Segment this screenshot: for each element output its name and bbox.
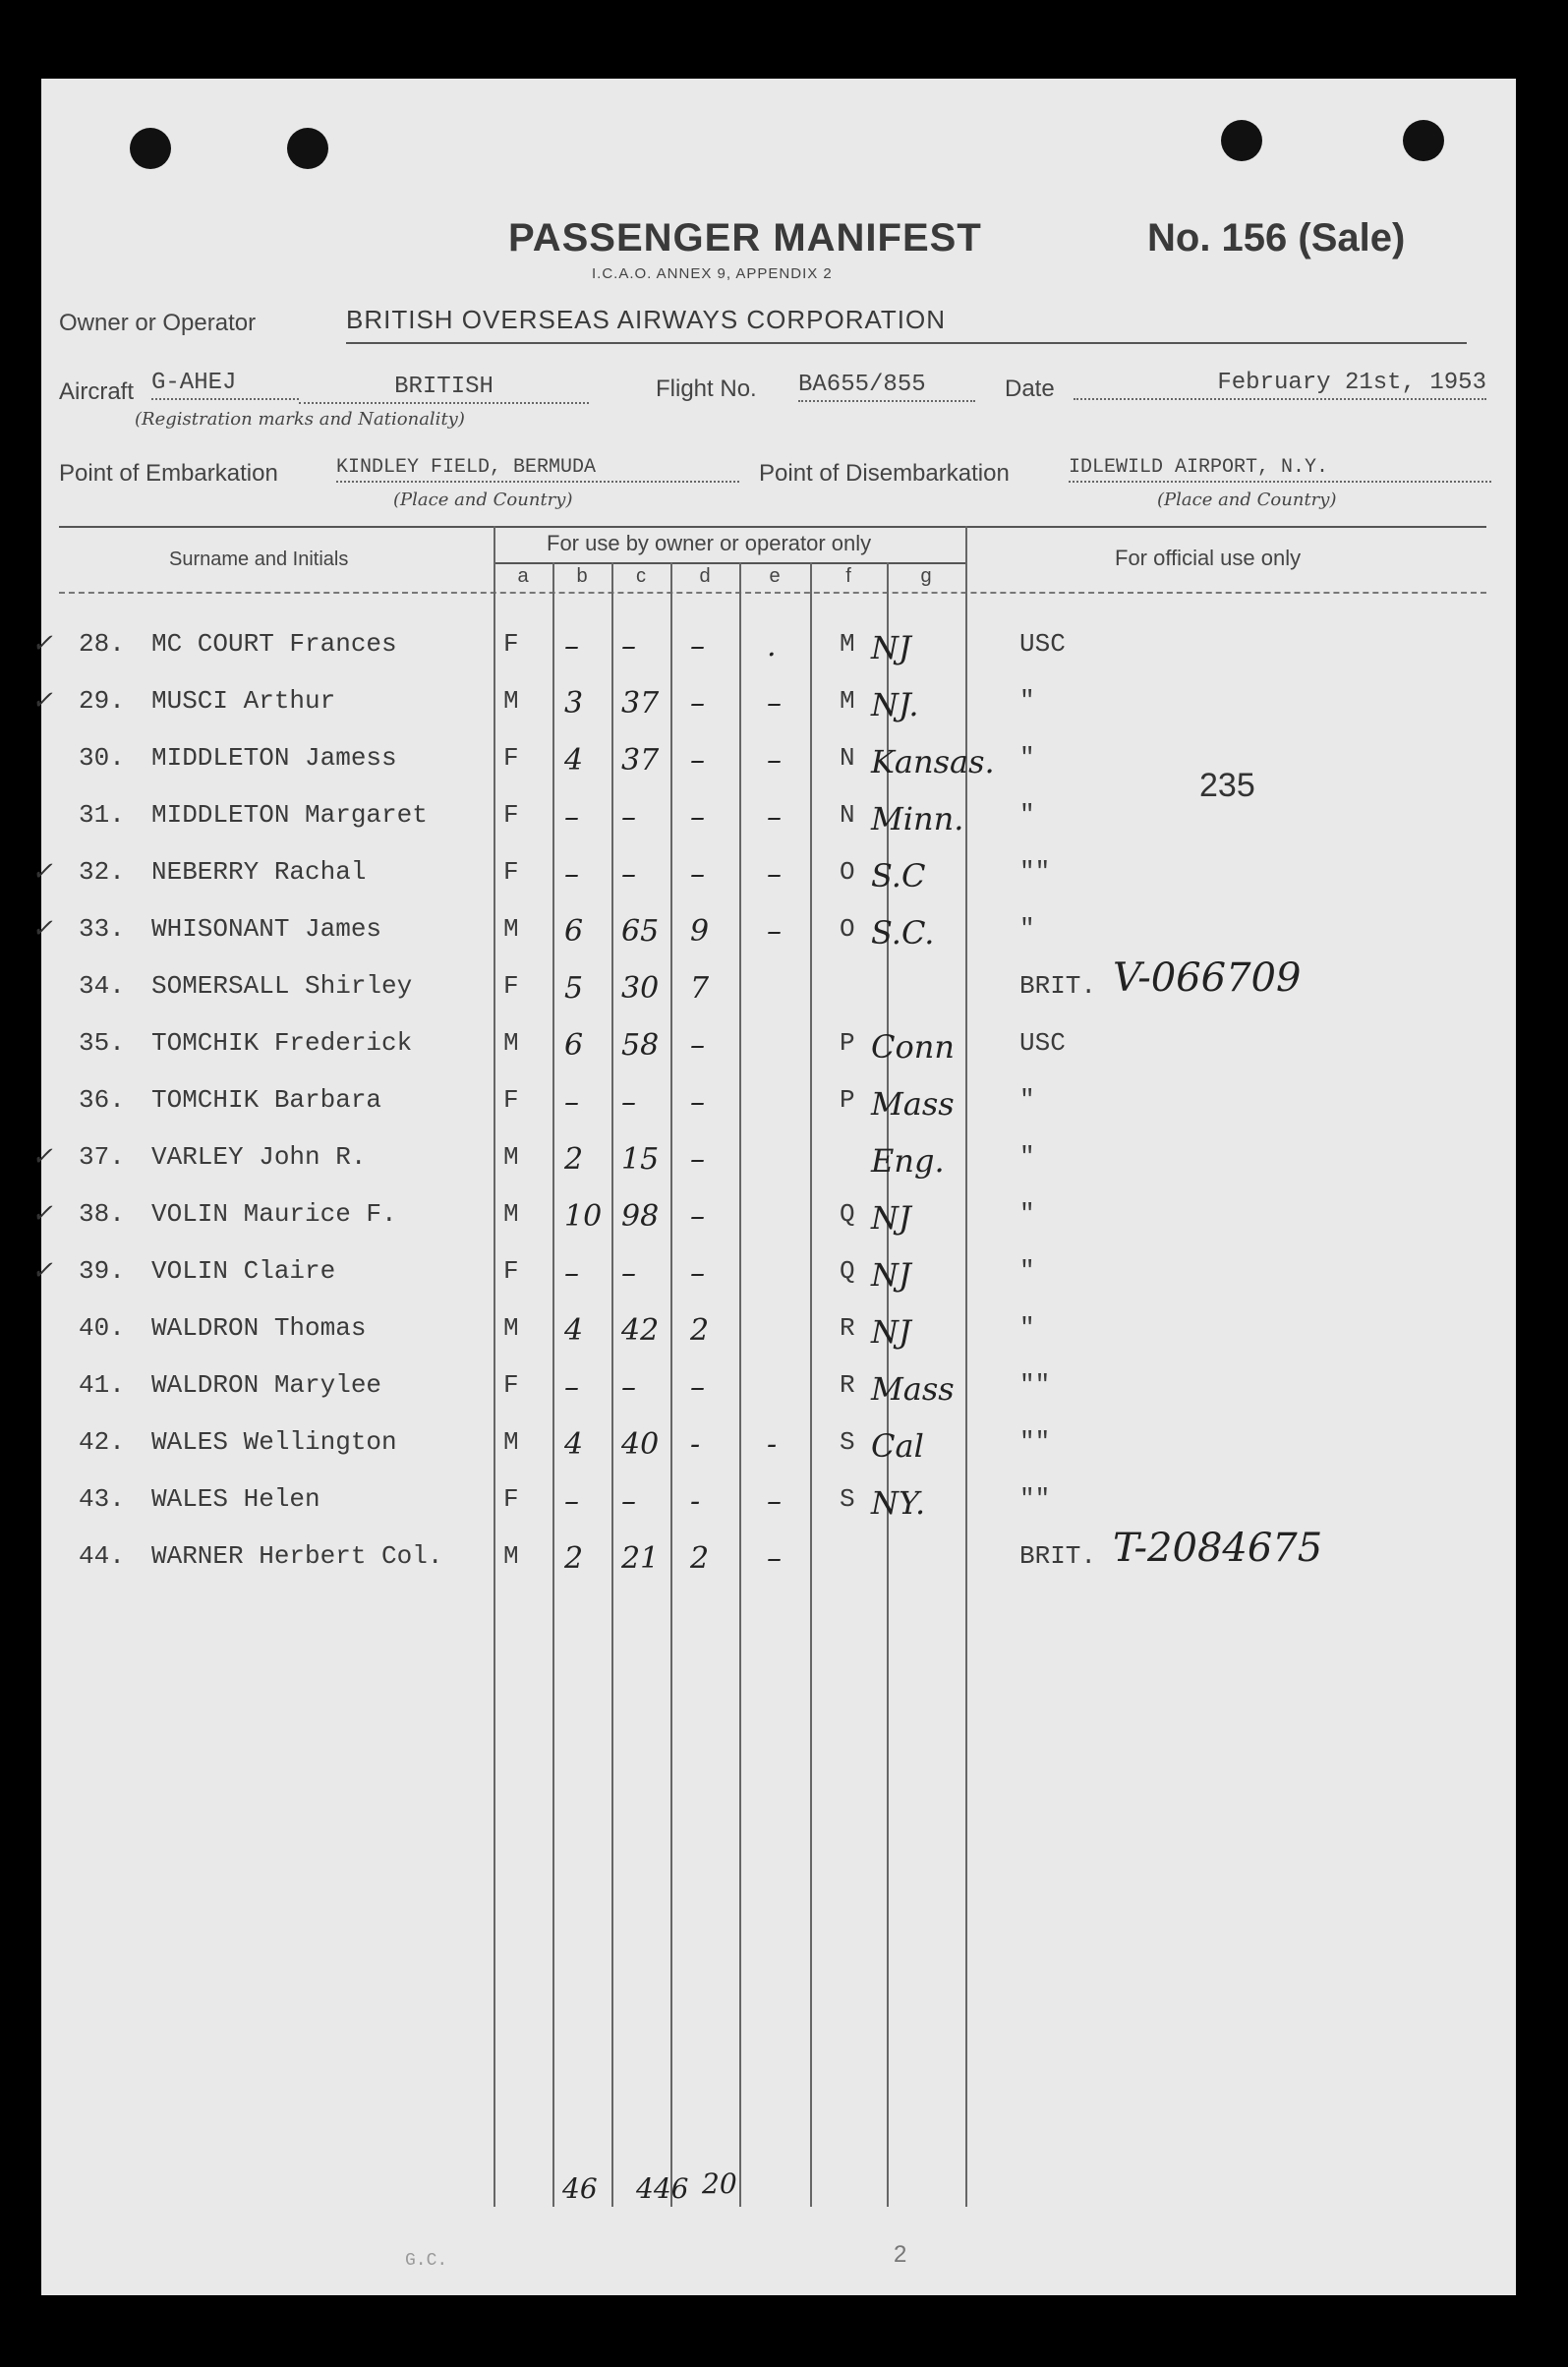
- row-number: 34.: [79, 971, 125, 1001]
- table-row: [31, 1142, 1516, 1199]
- official-use-value: ": [1019, 1085, 1035, 1115]
- col-g-state: NJ.: [871, 686, 919, 723]
- table-row: [31, 686, 1516, 743]
- official-hand-note: V-066709: [1113, 955, 1302, 1001]
- col-c-value: –: [621, 1085, 636, 1120]
- col-c-value: 15: [621, 1142, 660, 1177]
- col-g-state: S.C: [871, 857, 926, 895]
- col-d-value: –: [690, 1199, 705, 1234]
- official-use-value: USC: [1019, 629, 1066, 659]
- col-b-value: 6: [564, 914, 584, 949]
- col-e-value: –: [767, 914, 782, 949]
- col-f-value: S: [840, 1427, 855, 1457]
- col-header-f: f: [845, 565, 851, 587]
- passenger-name: VARLEY John R.: [151, 1142, 367, 1172]
- disembarkation-value: IDLEWILD AIRPORT, N.Y.: [1069, 456, 1491, 483]
- col-b-value: 6: [564, 1028, 584, 1063]
- col-d-value: 7: [690, 971, 710, 1006]
- col-a-sex: F: [503, 800, 519, 830]
- col-g-state: S.C.: [871, 914, 935, 952]
- col-a-sex: M: [503, 1199, 519, 1229]
- col-c-value: 98: [621, 1199, 660, 1234]
- table-row: [41, 1526, 1516, 1598]
- col-b-value: –: [564, 1484, 579, 1519]
- col-d-value: –: [690, 1142, 705, 1177]
- col-c-value: 42: [621, 1313, 660, 1348]
- passenger-name: SOMERSALL Shirley: [151, 971, 413, 1001]
- side-note-235: 235: [1199, 767, 1255, 804]
- owner-use-header: For use by owner or operator only: [547, 531, 872, 555]
- col-f-value: O: [840, 914, 855, 944]
- col-g-state: NJ: [871, 1199, 911, 1237]
- row-number: 37.: [79, 1142, 125, 1172]
- col-a-sex: M: [503, 914, 519, 944]
- col-g-state: Cal: [871, 1427, 924, 1465]
- col-header-a: a: [517, 565, 529, 587]
- col-e-value: –: [767, 800, 782, 835]
- row-number: 32.: [79, 857, 125, 887]
- col-e-value: –: [767, 686, 782, 721]
- col-c-value: –: [621, 629, 636, 664]
- passenger-name: MIDDLETON Jamess: [151, 743, 397, 773]
- col-a-sex: M: [503, 1427, 519, 1457]
- col-g-state: Minn.: [871, 800, 964, 837]
- col-d-value: -: [690, 1484, 701, 1519]
- official-use-value: ": [1019, 1142, 1035, 1172]
- row-number: 44.: [79, 1541, 125, 1571]
- col-g-state: Eng.: [871, 1142, 945, 1180]
- punch-hole-left-2: [287, 128, 328, 169]
- row-number: 42.: [79, 1427, 125, 1457]
- table-row: [31, 1256, 1516, 1313]
- surname-header: Surname and Initials: [169, 548, 349, 570]
- row-tick: ✓: [31, 1256, 53, 1286]
- row-number: 43.: [79, 1484, 125, 1514]
- aircraft-registration: G-AHEJ: [151, 370, 299, 400]
- official-use-value: USC: [1019, 1028, 1066, 1058]
- col-a-sex: M: [503, 686, 519, 716]
- col-a-sex: M: [503, 1028, 519, 1058]
- passenger-name: MC COURT Frances: [151, 629, 397, 659]
- col-a-sex: M: [503, 1541, 519, 1571]
- row-tick: ✓: [31, 686, 53, 716]
- passenger-name: VOLIN Maurice F.: [151, 1199, 397, 1229]
- punch-hole-right-2: [1403, 120, 1444, 161]
- passenger-name: MIDDLETON Margaret: [151, 800, 428, 830]
- col-d-value: –: [690, 629, 705, 664]
- flight-value: BA655/855: [798, 372, 975, 402]
- row-number: 36.: [79, 1085, 125, 1115]
- col-a-sex: F: [503, 629, 519, 659]
- col-b-value: –: [564, 1256, 579, 1291]
- row-tick: ✓: [31, 857, 53, 887]
- owner-label: Owner or Operator: [59, 310, 257, 336]
- embarkation-value: KINDLEY FIELD, BERMUDA: [336, 456, 739, 483]
- row-number: 40.: [79, 1313, 125, 1343]
- col-c-value: –: [621, 857, 636, 892]
- col-g-state: NY.: [871, 1484, 926, 1522]
- official-use-value: ": [1019, 1256, 1035, 1286]
- row-number: 35.: [79, 1028, 125, 1058]
- table-top-rule: [59, 526, 1486, 528]
- col-a-sex: F: [503, 1256, 519, 1286]
- col-f-value: N: [840, 743, 855, 773]
- manifest-sheet: [31, 79, 1516, 2295]
- col-f-value: S: [840, 1484, 855, 1514]
- official-use-value: "": [1019, 1484, 1051, 1514]
- col-a-sex: M: [503, 1313, 519, 1343]
- col-e-value: –: [767, 743, 782, 778]
- official-use-value: ": [1019, 743, 1035, 773]
- col-a-sex: F: [503, 743, 519, 773]
- col-d-value: –: [690, 686, 705, 721]
- passenger-name: WALDRON Thomas: [151, 1313, 367, 1343]
- col-b-value: 2: [564, 1142, 584, 1177]
- col-g-state: NJ: [871, 629, 911, 666]
- col-a-sex: M: [503, 1142, 519, 1172]
- row-number: 28.: [79, 629, 125, 659]
- col-g-state: NJ: [871, 1256, 911, 1294]
- table-subheader-rule: [494, 562, 965, 564]
- col-d-value: –: [690, 1370, 705, 1405]
- aircraft-note: (Registration marks and Nationality): [135, 409, 465, 430]
- table-row: [41, 1028, 1516, 1085]
- col-c-value: –: [621, 800, 636, 835]
- col-f-value: N: [840, 800, 855, 830]
- col-f-value: O: [840, 857, 855, 887]
- passenger-name: MUSCI Arthur: [151, 686, 336, 716]
- passenger-name: WALES Helen: [151, 1484, 320, 1514]
- col-g-state: NJ: [871, 1313, 911, 1351]
- col-b-value: 4: [564, 1427, 584, 1462]
- embarkation-note: (Place and Country): [393, 490, 573, 510]
- official-use-value: ": [1019, 1313, 1035, 1343]
- col-b-value: 4: [564, 1313, 584, 1348]
- row-tick: ✓: [31, 1199, 53, 1229]
- col-header-b: b: [576, 565, 588, 587]
- col-b-value: –: [564, 629, 579, 664]
- col-header-d: d: [699, 565, 711, 587]
- col-e-value: –: [767, 1484, 782, 1519]
- col-f-value: P: [840, 1085, 855, 1115]
- disembarkation-note: (Place and Country): [1157, 490, 1337, 510]
- row-number: 33.: [79, 914, 125, 944]
- official-use-value: BRIT.: [1019, 1541, 1097, 1571]
- table-row: [41, 1427, 1516, 1484]
- official-hand-note: T-2084675: [1113, 1526, 1323, 1571]
- col-header-g: g: [920, 565, 932, 587]
- official-use-header: For official use only: [1115, 546, 1302, 570]
- table-row: [31, 629, 1516, 686]
- row-tick: ✓: [31, 629, 53, 659]
- table-row: [31, 1199, 1516, 1256]
- col-d-value: –: [690, 1028, 705, 1063]
- table-row: [41, 743, 1516, 800]
- official-use-value: ": [1019, 800, 1035, 830]
- col-b-value: 10: [564, 1199, 603, 1234]
- col-e-value: .: [767, 629, 777, 664]
- official-use-value: ": [1019, 914, 1035, 944]
- passenger-name: WHISONANT James: [151, 914, 382, 944]
- col-a-sex: F: [503, 971, 519, 1001]
- col-b-value: 3: [564, 686, 584, 721]
- date-label: Date: [1005, 375, 1055, 402]
- col-g-state: Mass: [871, 1085, 955, 1123]
- date-value: February 21st, 1953: [1074, 370, 1486, 400]
- col-f-value: P: [840, 1028, 855, 1058]
- col-f-value: M: [840, 629, 855, 659]
- col-f-value: R: [840, 1370, 855, 1400]
- row-number: 29.: [79, 686, 125, 716]
- col-d-value: –: [690, 1256, 705, 1291]
- col-b-value: –: [564, 857, 579, 892]
- col-c-value: 37: [621, 686, 660, 721]
- col-f-value: Q: [840, 1199, 855, 1229]
- table-row: [41, 1085, 1516, 1142]
- col-header-e: e: [769, 565, 781, 587]
- passenger-name: TOMCHIK Barbara: [151, 1085, 382, 1115]
- col-f-value: Q: [840, 1256, 855, 1286]
- col-e-value: -: [767, 1427, 778, 1462]
- footer-page: 2: [894, 2241, 907, 2268]
- col-b-value: –: [564, 1370, 579, 1405]
- row-number: 39.: [79, 1256, 125, 1286]
- passenger-name: WARNER Herbert Col.: [151, 1541, 443, 1571]
- col-d-value: 9: [690, 914, 710, 949]
- punch-hole-left-1: [130, 128, 171, 169]
- table-row: [41, 1370, 1516, 1427]
- table-row: [41, 955, 1516, 1028]
- col-c-value: –: [621, 1256, 636, 1291]
- col-a-sex: F: [503, 1085, 519, 1115]
- passenger-name: VOLIN Claire: [151, 1256, 336, 1286]
- manifest-number: No. 156 (Sale): [1147, 216, 1406, 260]
- passenger-name: WALDRON Marylee: [151, 1370, 382, 1400]
- col-c-value: –: [621, 1484, 636, 1519]
- row-number: 38.: [79, 1199, 125, 1229]
- col-f-value: M: [840, 686, 855, 716]
- total-d: 20: [702, 2167, 737, 2200]
- total-c: 446: [636, 2172, 689, 2205]
- table-header-rule: [59, 592, 1486, 594]
- col-header-c: c: [636, 565, 646, 587]
- manifest-subtitle: I.C.A.O. ANNEX 9, APPENDIX 2: [592, 265, 833, 282]
- manifest-title: PASSENGER MANIFEST: [508, 216, 982, 260]
- embarkation-label: Point of Embarkation: [59, 460, 278, 487]
- table-row: [31, 857, 1516, 914]
- col-d-value: 2: [690, 1313, 710, 1348]
- row-number: 31.: [79, 800, 125, 830]
- col-b-value: 5: [564, 971, 584, 1006]
- col-b-value: –: [564, 800, 579, 835]
- total-b: 46: [562, 2172, 598, 2205]
- col-a-sex: F: [503, 1370, 519, 1400]
- col-a-sex: F: [503, 857, 519, 887]
- col-c-value: 21: [621, 1541, 660, 1576]
- col-d-value: -: [690, 1427, 701, 1462]
- col-b-value: –: [564, 1085, 579, 1120]
- col-e-value: –: [767, 857, 782, 892]
- col-b-value: 2: [564, 1541, 584, 1576]
- table-row: [41, 1313, 1516, 1370]
- disembarkation-label: Point of Disembarkation: [759, 460, 1010, 487]
- col-c-value: 30: [621, 971, 660, 1006]
- row-number: 41.: [79, 1370, 125, 1400]
- aircraft-nationality: BRITISH: [299, 374, 589, 404]
- official-use-value: "": [1019, 1370, 1051, 1400]
- punch-hole-right-1: [1221, 120, 1262, 161]
- col-d-value: –: [690, 1085, 705, 1120]
- aircraft-label: Aircraft: [59, 378, 135, 405]
- footer-left: G.C.: [405, 2251, 448, 2271]
- official-use-value: "": [1019, 1427, 1051, 1457]
- row-tick: ✓: [31, 1142, 53, 1172]
- col-d-value: 2: [690, 1541, 710, 1576]
- official-use-value: "": [1019, 857, 1051, 887]
- col-c-value: 37: [621, 743, 660, 778]
- passenger-name: WALES Wellington: [151, 1427, 397, 1457]
- col-c-value: 40: [621, 1427, 660, 1462]
- col-c-value: 58: [621, 1028, 660, 1063]
- row-number: 30.: [79, 743, 125, 773]
- col-f-value: R: [840, 1313, 855, 1343]
- col-c-value: –: [621, 1370, 636, 1405]
- col-d-value: –: [690, 743, 705, 778]
- row-tick: ✓: [31, 914, 53, 944]
- official-use-value: BRIT.: [1019, 971, 1097, 1001]
- col-d-value: –: [690, 800, 705, 835]
- col-g-state: Kansas.: [871, 743, 995, 780]
- col-c-value: 65: [621, 914, 660, 949]
- col-b-value: 4: [564, 743, 584, 778]
- official-use-value: ": [1019, 686, 1035, 716]
- col-d-value: –: [690, 857, 705, 892]
- passenger-name: NEBERRY Rachal: [151, 857, 367, 887]
- passenger-name: TOMCHIK Frederick: [151, 1028, 413, 1058]
- col-a-sex: F: [503, 1484, 519, 1514]
- owner-rule: [346, 342, 1467, 344]
- table-row: [41, 800, 1516, 857]
- flight-label: Flight No.: [656, 375, 757, 402]
- col-e-value: –: [767, 1541, 782, 1576]
- official-use-value: ": [1019, 1199, 1035, 1229]
- col-g-state: Mass: [871, 1370, 955, 1408]
- col-g-state: Conn: [871, 1028, 955, 1066]
- owner-value: BRITISH OVERSEAS AIRWAYS CORPORATION: [346, 305, 947, 334]
